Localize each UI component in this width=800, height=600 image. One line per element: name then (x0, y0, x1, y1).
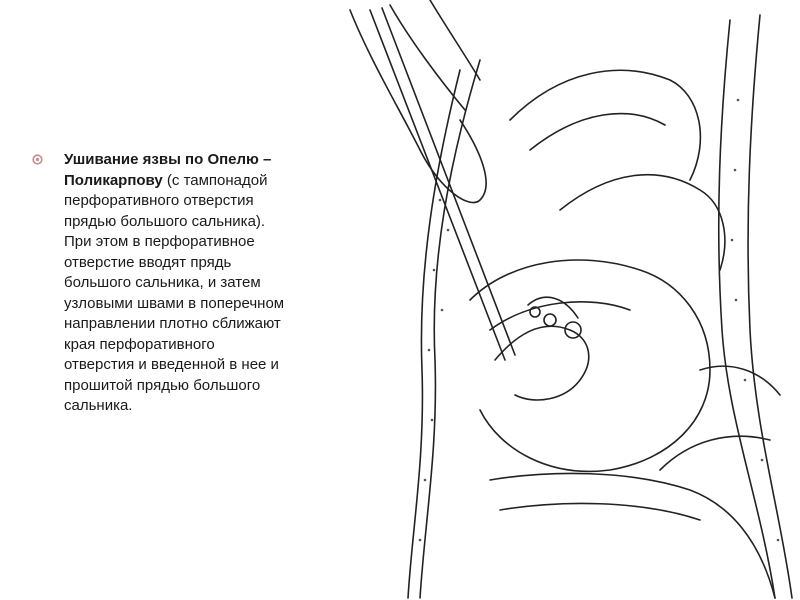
surgical-drawing-icon (330, 0, 800, 600)
description-block (38, 150, 288, 417)
circle-bullet-icon (32, 154, 43, 165)
description-text (38, 150, 288, 417)
description-body: (с тампонадой перфоративного отверстия прядью большого сальника). При этом в перфоративное отверстие вводят прядь большого сальника, и затем узловыми швами в поперечном направлении плотно сближают края перфоративного отверстия и введенной в нее и прошитой прядью большого сальника. (64, 171, 285, 414)
description-title: Ушивание язвы по Опелю – Поликарпову (64, 151, 272, 189)
